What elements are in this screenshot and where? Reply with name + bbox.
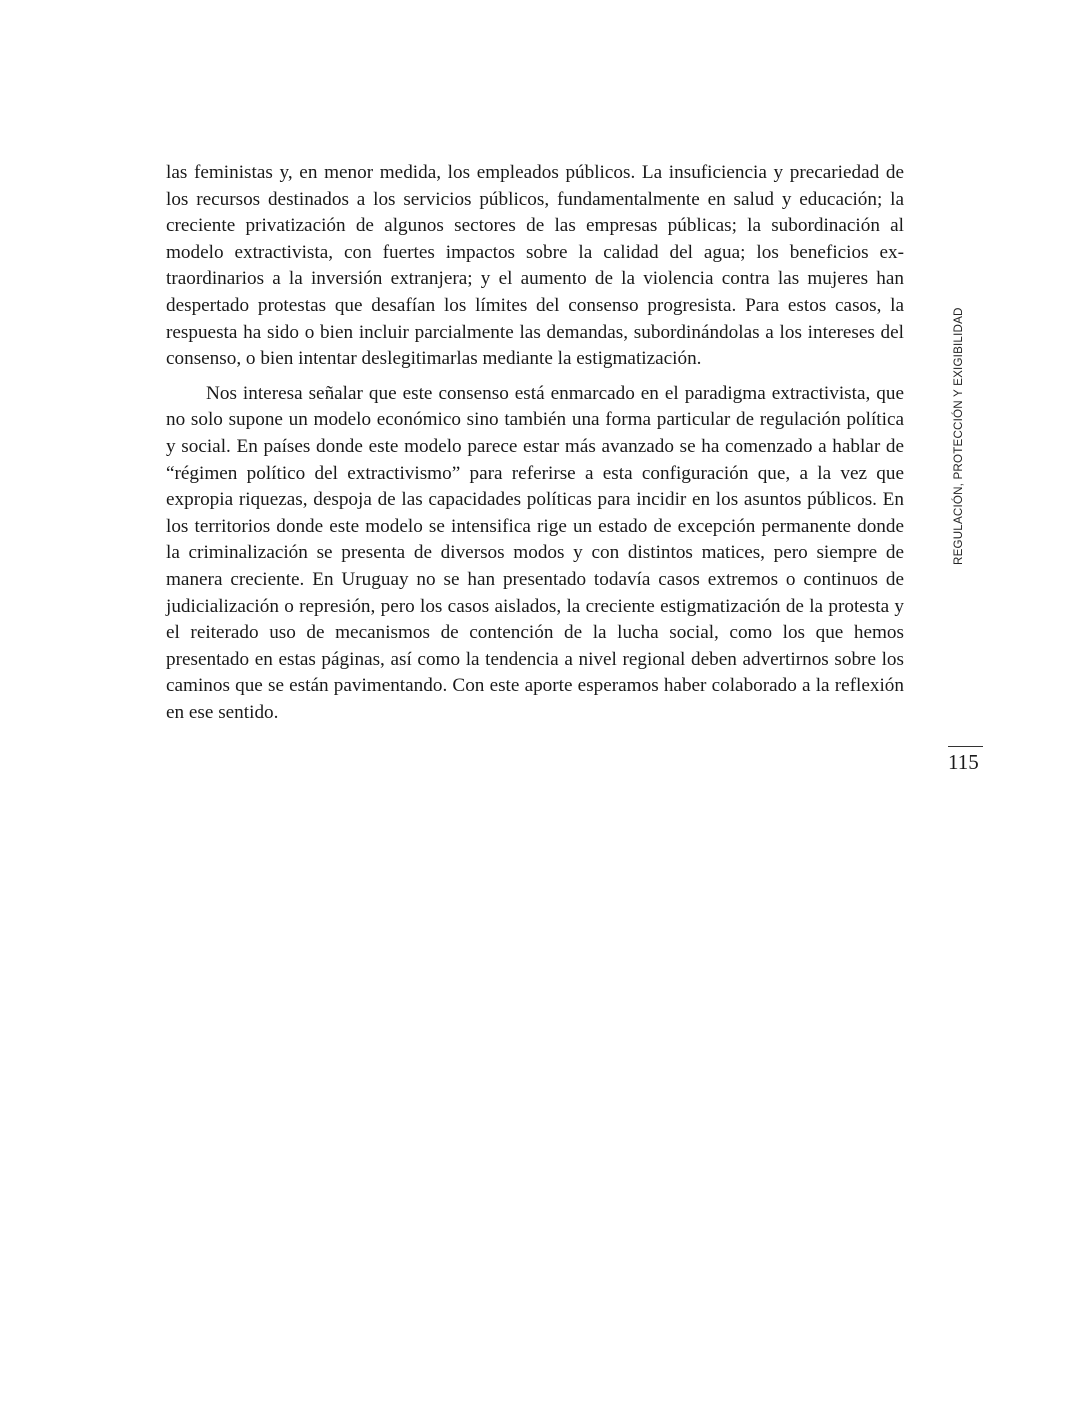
paragraph-2: Nos interesa señalar que este consenso está enmarcado en el paradigma extractivista, que no solo supone un modelo económico sino también una forma particular de regulación política y social. En países donde este modelo parece estar más avanzado se ha comenzado a hablar de “régimen político del extractivismo” para referirse a esta configuración que, a la vez que expropia riquezas, despoja de las capacidades políticas para incidir en los asuntos públicos. En los territorios donde este modelo se intensifica rige un estado de excepción permanente donde la criminalización se presenta de diversos modos y con distintos matices, pero siempre de manera creciente. En Uruguay no se han presentado todavía casos extremos o continuos de judicialización o represión, pero los casos aislados, la creciente estigmatización de la protesta y el reiterado uso de mecanismos de contención de la lucha social, como los que hemos presentado en estas páginas, así como la tendencia a nivel regional deben advertirnos sobre los caminos que se están pavimentando. Con este aporte esperamos haber colaborado a la reflexión en ese sentido. — [166, 382, 904, 723]
paragraph-1: las feministas y, en menor medida, los empleados públicos. La insuficiencia y precariedad de los recursos destinados a los servicios públicos, fundamentalmente en salud y educación; la creciente privatización de algunos sectores de las empresas públicas; la subordinación al modelo extractivista, con fuertes impactos sobre la calidad del agua; los beneficios extraordinarios a la inversión extranjera; y el aumento de la violencia contra las mujeres han despertado protestas que desafían los límites del consenso progresista. Para estos casos, la respuesta ha sido o bien incluir parcialmente las demandas, subordinándolas a los intereses del consenso, o bien intentar deslegitimarlas mediante la estigmatización. — [166, 162, 904, 370]
vertical-running-title: REGULACIÓN, PROTECCIÓN Y EXIGIBILIDAD — [952, 307, 965, 565]
page-number-rule — [948, 746, 983, 747]
body-text — [166, 160, 904, 726]
page-number: 115 — [948, 750, 979, 774]
